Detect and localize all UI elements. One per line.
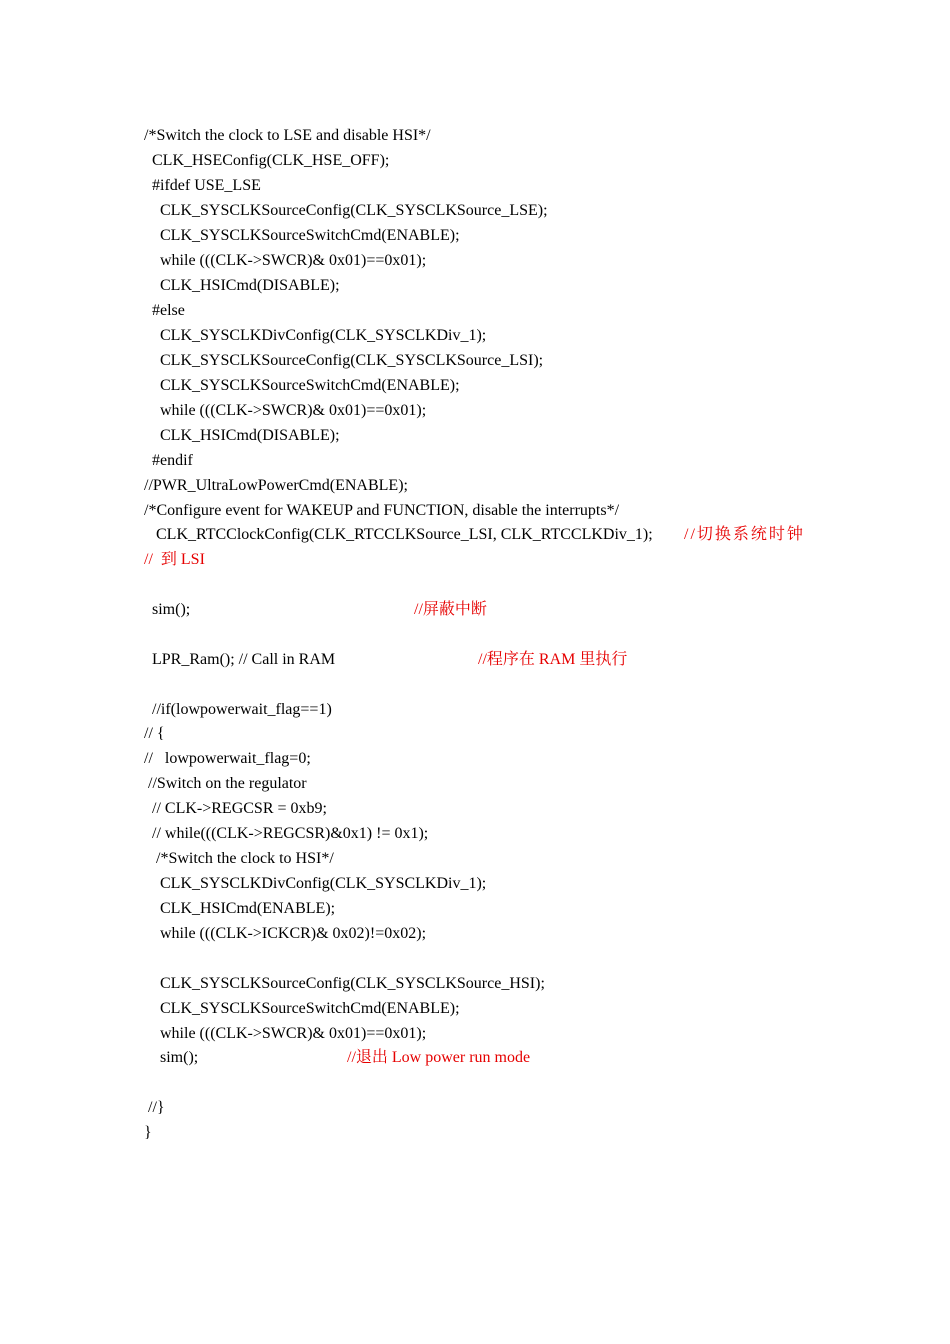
code-line: //}: [148, 1099, 165, 1116]
code-line: CLK_SYSCLKDivConfig(CLK_SYSCLKDiv_1);: [160, 875, 487, 892]
code-line: #endif: [152, 452, 193, 469]
code-line: // CLK->REGCSR = 0xb9;: [152, 800, 327, 817]
code-line: }: [144, 1124, 152, 1141]
code-line: sim();: [152, 601, 191, 618]
code-line: CLK_SYSCLKSourceSwitchCmd(ENABLE);: [160, 377, 460, 394]
code-line: while (((CLK->ICKCR)& 0x02)!=0x02);: [160, 925, 427, 942]
code-line: LPR_Ram(); // Call in RAM: [152, 651, 336, 668]
code-line: CLK_SYSCLKSourceSwitchCmd(ENABLE);: [160, 227, 460, 244]
code-line: CLK_HSEConfig(CLK_HSE_OFF);: [152, 152, 390, 169]
code-line: CLK_SYSCLKDivConfig(CLK_SYSCLKDiv_1);: [160, 327, 487, 344]
code-line: /*Switch the clock to HSI*/: [156, 850, 334, 867]
code-line: CLK_HSICmd(DISABLE);: [160, 427, 340, 444]
code-line: #ifdef USE_LSE: [152, 177, 261, 194]
code-line: CLK_SYSCLKSourceConfig(CLK_SYSCLKSource_LSE);: [160, 202, 548, 219]
code-line: while (((CLK->SWCR)& 0x01)==0x01);: [160, 252, 427, 269]
inline-comment: //切换系统时钟: [684, 526, 805, 543]
code-line: while (((CLK->SWCR)& 0x01)==0x01);: [160, 1025, 427, 1042]
code-line: sim();: [160, 1049, 199, 1066]
code-line: CLK_SYSCLKSourceConfig(CLK_SYSCLKSource_LSI);: [160, 352, 544, 369]
code-line: //if(lowpowerwait_flag==1): [152, 701, 332, 718]
code-line: // lowpowerwait_flag=0;: [144, 750, 311, 767]
code-line: while (((CLK->SWCR)& 0x01)==0x01);: [160, 402, 427, 419]
inline-comment: //程序在 RAM 里执行: [478, 651, 628, 668]
code-line: /*Configure event for WAKEUP and FUNCTION, disable the interrupts*/: [144, 502, 620, 519]
inline-comment: //退出 Low power run mode: [347, 1049, 531, 1066]
inline-comment: //屏蔽中断: [414, 601, 487, 618]
code-line: //Switch on the regulator: [148, 775, 307, 792]
code-line: //PWR_UltraLowPowerCmd(ENABLE);: [144, 477, 408, 494]
code-line: CLK_HSICmd(DISABLE);: [160, 277, 340, 294]
code-line: CLK_SYSCLKSourceSwitchCmd(ENABLE);: [160, 1000, 460, 1017]
code-line: CLK_RTCClockConfig(CLK_RTCCLKSource_LSI, CLK_RTCCLKDiv_1);: [156, 526, 653, 543]
code-line: // while(((CLK->REGCSR)&0x1) != 0x1);: [152, 825, 429, 842]
code-line: CLK_SYSCLKSourceConfig(CLK_SYSCLKSource_HSI);: [160, 975, 545, 992]
code-line: #else: [152, 302, 185, 319]
comment-line: // 到 LSI: [144, 551, 205, 568]
code-line: CLK_HSICmd(ENABLE);: [160, 900, 336, 917]
code-line: // {: [144, 725, 165, 742]
code-line: /*Switch the clock to LSE and disable HSI*/: [144, 127, 431, 144]
